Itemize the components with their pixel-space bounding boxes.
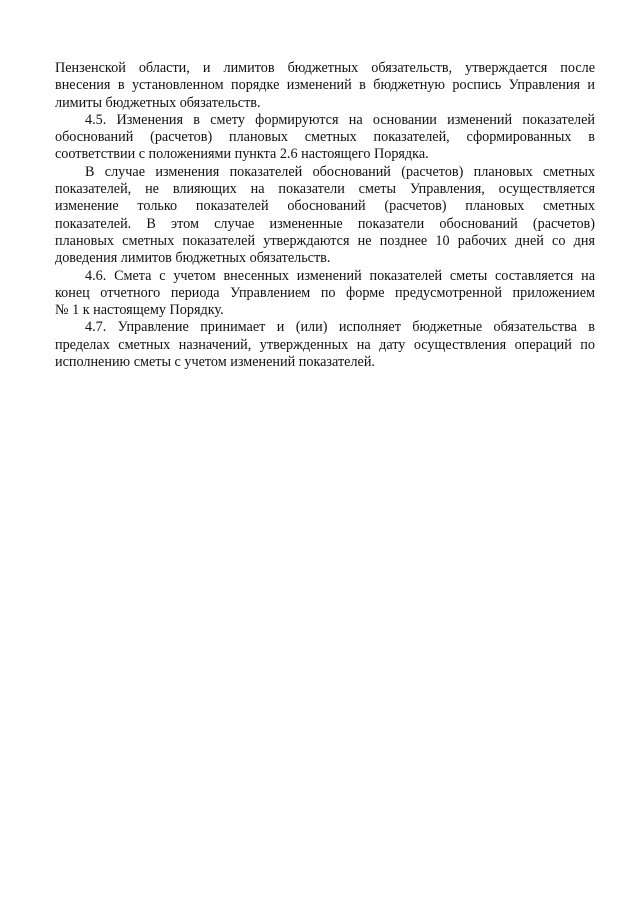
text-line: соответствии с положениями пункта 2.6 настоящего Порядка. [55, 146, 429, 163]
paragraph-clause-4-7 [55, 319, 595, 371]
text-line: 4.6. Смета с учетом внесенных изменений показателей сметы составляется на [85, 267, 595, 284]
paragraph-clause-4-5-case [55, 164, 595, 268]
paragraph-clause-4-6 [55, 268, 595, 320]
text-line: показателей. В этом случае измененные показатели обоснований (расчетов) [55, 215, 595, 232]
text-line: 4.7. Управление принимает и (или) исполняет бюджетные обязательства в [85, 319, 595, 336]
text-line: внесения в установленном порядке изменений в бюджетную роспись Управления и [55, 77, 595, 94]
text-line: В случае изменения показателей обоснований (расчетов) плановых сметных [85, 163, 595, 180]
text-line: изменение только показателей обоснований (расчетов) плановых сметных [55, 198, 595, 215]
paragraph-clause-4-5 [55, 112, 595, 164]
text-line: Пензенской области, и лимитов бюджетных обязательств, утверждается после [55, 60, 595, 76]
text-line: конец отчетного периода Управлением по форме предусмотренной приложением [55, 284, 595, 301]
text-line: доведения лимитов бюджетных обязательств. [55, 250, 331, 267]
paragraph-continuation [55, 60, 595, 112]
text-line: обоснований (расчетов) плановых сметных показателей, сформированных в [55, 129, 595, 146]
text-line: лимиты бюджетных обязательств. [55, 94, 261, 111]
document-page [55, 60, 595, 371]
text-line: № 1 к настоящему Порядку. [55, 302, 224, 319]
text-line: 4.5. Изменения в смету формируются на основании изменений показателей [85, 111, 595, 128]
text-line: исполнению сметы с учетом изменений показателей. [55, 354, 375, 371]
text-line: пределах сметных назначений, утвержденных на дату осуществления операций по [55, 336, 595, 353]
text-line: показателей, не влияющих на показатели сметы Управления, осуществляется [55, 181, 595, 198]
text-line: плановых сметных показателей утверждаются не позднее 10 рабочих дней со дня [55, 232, 595, 249]
